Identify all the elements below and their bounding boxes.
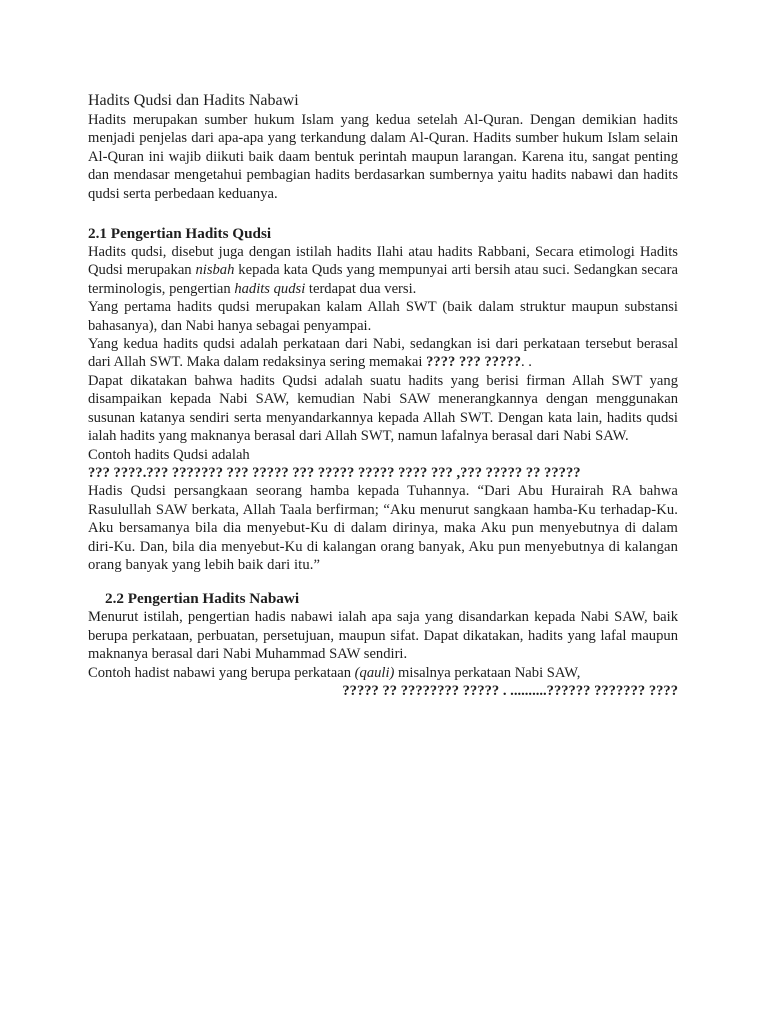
text-segment: hadits qudsi xyxy=(234,280,306,297)
intro-paragraph: Hadits merupakan sumber hukum Islam yang kedua setelah Al-Quran. Dengan demikian hadits menjadi penjelas dari apa-apa yang terkandung dalam Al-Quran. Hadits sumber hukum Islam selain Al-Quran ini wajib diikuti baik daam bentuk perintah maupun larangan. Karena itu, sangat penting dan mendasar mengetahui pembagian hadits berdasarkan sumbernya yaitu hadits nabawi dan hadits qudsi serta perbedaan keduanya. xyxy=(88,112,678,202)
text-segment: kepada kata Quds yang mempunyai arti bersih atau suci. Sedangkan secara terminologis, pengertian xyxy=(88,262,678,297)
qudsi-example-label: Contoh hadits Qudsi adalah xyxy=(88,446,250,463)
text-segment: terdapat dua versi. xyxy=(305,280,417,297)
hadits-qudsi-version-2 xyxy=(88,335,678,372)
text-segment: Yang kedua hadits qudsi adalah perkataan dari Nabi, sedangkan isi dari perkataan tersebut berasal dari Allah SWT. Maka dalam redaksinya sering memakai xyxy=(88,336,678,371)
document-title: Hadits Qudsi dan Hadits Nabawi xyxy=(88,92,299,109)
qudsi-arabic-text-placeholder: ??? ????.??? ??????? ??? ????? ??? ????? ????? ???? ??? ,??? ????? ?? ????? xyxy=(88,464,581,481)
section-2-1-intro-paragraph xyxy=(88,243,678,298)
text-segment: Hadits qudsi, disebut juga dengan istilah hadits Ilahi atau hadits Rabbani, Secara etimologi Hadits Qudsi merupakan xyxy=(88,244,678,279)
qudsi-example-translation: Hadis Qudsi persangkaan seorang hamba kepada Tuhannya. “Dari Abu Hurairah RA bahwa Rasulullah SAW berkata, Allah Taala berfirman; “Aku menurut sangkaan hamba-Ku terhadap-Ku. Aku bersamanya bila dia menyebut-Ku di dalam dirinya, maka Aku pun menyebutnya di dalam diri-Ku. Dan, bila dia menyebut-Ku di kalangan orang banyak, Aku pun menyebutnya di kalangan orang banyak yang lebih baik dari itu.” xyxy=(88,483,678,573)
hadits-qudsi-summary-paragraph: Dapat dikatakan bahwa hadits Qudsi adalah suatu hadits yang berisi firman Allah SWT yang disampaikan kepada Nabi SAW, kemudian Nabi SAW menerangkannya dengan menggunakan susunan katanya sendiri serta menyandarkannya kepada Allah SWT. Dengan kata lain, hadits qudsi ialah hadits yang maknanya berasal dari Allah SWT, namun lafalnya berasal dari Nabi SAW. xyxy=(88,372,678,445)
text-segment: Contoh hadist nabawi yang berupa perkataan xyxy=(88,664,355,681)
hadits-qudsi-version-1: Yang pertama hadits qudsi merupakan kalam Allah SWT (baik dalam struktur maupun substansi bahasanya), dan Nabi hanya sebagai penyampai. xyxy=(88,299,678,334)
text-segment: nisbah xyxy=(195,262,235,279)
document-content xyxy=(88,91,678,700)
text-segment: . . xyxy=(520,354,532,371)
section-2-2-paragraph: Menurut istilah, pengertian hadis nabawi ialah apa saja yang disandarkan kepada Nabi SAW, baik berupa perkataan, perbuatan, persetujuan, maupun sifat. Dapat dikatakan, hadits yang lafal maupun maknanya berasal dari Nabi Muhammad SAW sendiri. xyxy=(88,609,678,663)
text-segment: ???? ??? ????? xyxy=(426,354,521,371)
nabawi-example-intro xyxy=(88,664,678,682)
section-2-2-heading: 2.2 Pengertian Hadits Nabawi xyxy=(105,590,300,608)
section-2-1-heading: 2.1 Pengertian Hadits Qudsi xyxy=(88,225,272,243)
text-segment: misalnya perkataan Nabi SAW, xyxy=(394,664,581,681)
nabawi-arabic-text-placeholder: ????? ?? ???????? ????? . ..........?????? ??????? ???? xyxy=(342,682,678,699)
text-segment: (qauli) xyxy=(354,664,395,681)
